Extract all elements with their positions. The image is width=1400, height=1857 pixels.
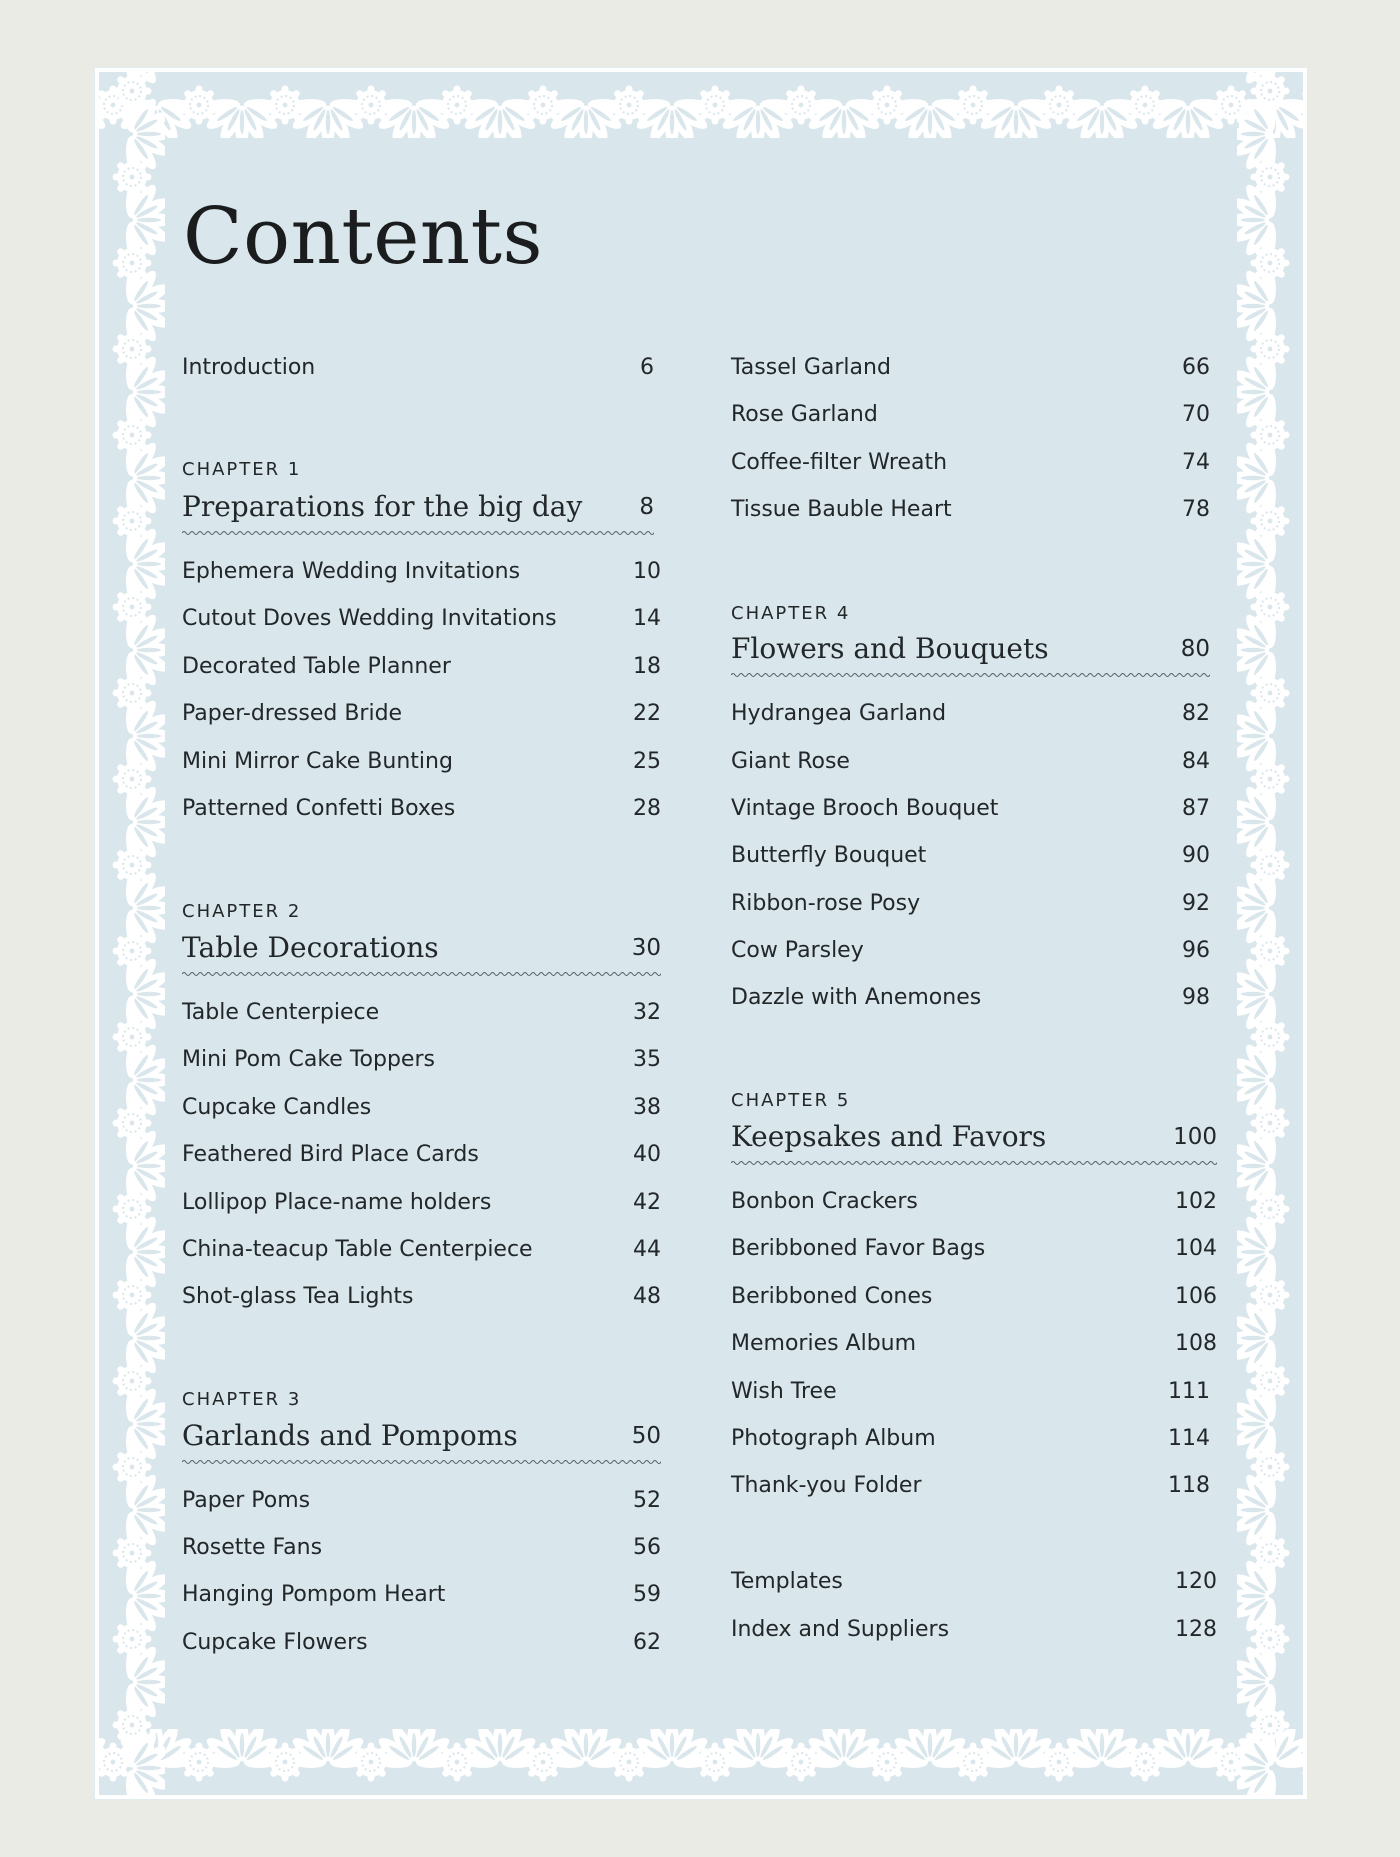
toc-entry-templates[interactable] [731, 1566, 1217, 1598]
entry-page: 118 [1168, 1473, 1210, 1498]
entry-page: 87 [1182, 796, 1210, 821]
toc-entry[interactable] [731, 1376, 1210, 1408]
toc-entry[interactable] [182, 997, 661, 1029]
entry-page: 111 [1168, 1379, 1210, 1404]
chapter-title: Flowers and Bouquets [731, 632, 1049, 665]
toc-entry[interactable] [182, 1627, 661, 1659]
entry-page: 82 [1182, 701, 1210, 726]
chapter-title: Preparations for the big day [182, 490, 583, 523]
entry-label: Dazzle with Anemones [731, 985, 982, 1010]
chapter-1-label: CHAPTER 1 [182, 459, 302, 480]
entry-label: Feathered Bird Place Cards [182, 1142, 479, 1167]
chapter-title: Table Decorations [182, 931, 439, 964]
chapter-3-heading[interactable] [182, 1416, 661, 1456]
wavy-divider [182, 530, 654, 536]
entry-label: Cow Parsley [731, 938, 864, 963]
entry-label: Hydrangea Garland [731, 701, 947, 726]
entry-label: Shot-glass Tea Lights [182, 1284, 414, 1309]
wavy-divider [182, 971, 661, 977]
entry-page: 106 [1175, 1284, 1217, 1309]
entry-page: 40 [633, 1142, 661, 1167]
toc-entry-index[interactable] [731, 1614, 1217, 1646]
entry-page: 102 [1175, 1189, 1217, 1214]
toc-entry[interactable] [731, 982, 1210, 1014]
entry-page: 114 [1168, 1426, 1210, 1451]
chapter-page: 80 [1180, 636, 1210, 662]
toc-entry[interactable] [731, 935, 1210, 967]
contents-page [95, 68, 1307, 1799]
entry-label: Decorated Table Planner [182, 654, 451, 679]
entry-page: 74 [1182, 450, 1210, 475]
entry-page: 78 [1182, 497, 1210, 522]
toc-entry[interactable] [182, 1234, 661, 1266]
entry-label: Rose Garland [731, 402, 878, 427]
entry-label: Mini Pom Cake Toppers [182, 1047, 435, 1072]
entry-label: Mini Mirror Cake Bunting [182, 749, 453, 774]
wavy-divider [731, 1160, 1217, 1166]
entry-page: 90 [1182, 843, 1210, 868]
toc-entry[interactable] [182, 603, 661, 635]
entry-page: 59 [633, 1582, 661, 1607]
wavy-divider [731, 672, 1210, 678]
entry-page: 56 [633, 1535, 661, 1560]
chapter-page: 100 [1173, 1124, 1217, 1150]
toc-entry[interactable] [182, 1485, 661, 1517]
toc-entry[interactable] [731, 494, 1210, 526]
chapter-1-heading[interactable] [182, 487, 654, 527]
entry-label: Wish Tree [731, 1379, 837, 1404]
entry-page: 66 [1182, 355, 1210, 380]
toc-entry[interactable] [731, 399, 1210, 431]
entry-label: Thank-you Folder [731, 1473, 922, 1498]
entry-label: Introduction [182, 355, 316, 380]
chapter-2-label: CHAPTER 2 [182, 901, 302, 922]
toc-entry[interactable] [731, 1233, 1217, 1265]
entry-page: 32 [633, 1000, 661, 1025]
chapter-page: 8 [639, 494, 654, 520]
entry-page: 84 [1182, 749, 1210, 774]
chapter-page: 30 [631, 935, 661, 961]
entry-label: Tissue Bauble Heart [731, 497, 952, 522]
entry-page: 70 [1182, 402, 1210, 427]
toc-entry[interactable] [731, 1186, 1217, 1218]
entry-label: Photograph Album [731, 1426, 936, 1451]
entry-page: 108 [1175, 1331, 1217, 1356]
chapter-5-heading[interactable] [731, 1117, 1217, 1157]
entry-page: 98 [1182, 985, 1210, 1010]
entry-page: 35 [633, 1047, 661, 1072]
chapter-3-label: CHAPTER 3 [182, 1389, 302, 1410]
entry-page: 10 [633, 559, 661, 584]
entry-label: Giant Rose [731, 749, 850, 774]
entry-page: 18 [633, 654, 661, 679]
toc-entry[interactable] [731, 793, 1210, 825]
entry-label: Patterned Confetti Boxes [182, 796, 456, 821]
toc-entry[interactable] [731, 1470, 1210, 1502]
entry-label: Bonbon Crackers [731, 1189, 918, 1214]
wavy-divider [182, 1459, 661, 1465]
toc-entry[interactable] [731, 447, 1210, 479]
entry-page: 6 [640, 355, 654, 380]
entry-page: 92 [1182, 891, 1210, 916]
toc-entry[interactable] [182, 651, 661, 683]
entry-label: Templates [731, 1569, 843, 1594]
entry-page: 25 [633, 749, 661, 774]
toc-entry[interactable] [731, 840, 1210, 872]
chapter-title: Keepsakes and Favors [731, 1120, 1047, 1153]
entry-page: 120 [1175, 1569, 1217, 1594]
entry-label: Ribbon-rose Posy [731, 891, 921, 916]
entry-label: Paper-dressed Bride [182, 701, 403, 726]
entry-label: Hanging Pompom Heart [182, 1582, 446, 1607]
toc-entry[interactable] [182, 1044, 661, 1076]
entry-label: Tassel Garland [731, 355, 891, 380]
entry-label: Butterfly Bouquet [731, 843, 927, 868]
entry-page: 128 [1175, 1617, 1217, 1642]
toc-entry[interactable] [731, 1423, 1210, 1455]
chapter-4-label: CHAPTER 4 [731, 603, 851, 624]
entry-label: Vintage Brooch Bouquet [731, 796, 999, 821]
toc-entry[interactable] [731, 888, 1210, 920]
entry-page: 22 [633, 701, 661, 726]
entry-page: 42 [633, 1190, 661, 1215]
entry-label: Memories Album [731, 1331, 917, 1356]
chapter-5-label: CHAPTER 5 [731, 1090, 851, 1111]
entry-label: Rosette Fans [182, 1535, 323, 1560]
entry-label: Table Centerpiece [182, 1000, 380, 1025]
entry-label: Beribboned Favor Bags [731, 1236, 986, 1261]
page-title: Contents [183, 192, 543, 282]
entry-page: 104 [1175, 1236, 1217, 1261]
entry-label: Ephemera Wedding Invitations [182, 559, 521, 584]
toc-entry[interactable] [182, 793, 661, 825]
entry-page: 44 [633, 1237, 661, 1262]
entry-page: 28 [633, 796, 661, 821]
toc-entry[interactable] [731, 1328, 1217, 1360]
toc-entry[interactable] [182, 1579, 661, 1611]
toc-entry[interactable] [731, 698, 1210, 730]
entry-page: 96 [1182, 938, 1210, 963]
entry-label: Cupcake Candles [182, 1095, 372, 1120]
entry-label: Index and Suppliers [731, 1617, 950, 1642]
toc-entry[interactable] [731, 1281, 1217, 1313]
toc-entry[interactable] [182, 1092, 661, 1124]
chapter-2-heading[interactable] [182, 928, 661, 968]
entry-label: Lollipop Place-name holders [182, 1190, 492, 1215]
chapter-4-heading[interactable] [731, 629, 1210, 669]
entry-label: Coffee-filter Wreath [731, 450, 948, 475]
entry-page: 52 [633, 1488, 661, 1513]
entry-page: 38 [633, 1095, 661, 1120]
entry-label: Cutout Doves Wedding Invitations [182, 606, 557, 631]
entry-label: China-teacup Table Centerpiece [182, 1237, 533, 1262]
entry-label: Paper Poms [182, 1488, 311, 1513]
chapter-page: 50 [631, 1423, 661, 1449]
entry-page: 14 [633, 606, 661, 631]
entry-page: 62 [633, 1630, 661, 1655]
toc-entry[interactable] [182, 1532, 661, 1564]
toc-entry[interactable] [182, 556, 661, 588]
toc-entry[interactable] [182, 746, 661, 778]
toc-entry[interactable] [182, 1281, 661, 1313]
toc-entry[interactable] [182, 698, 661, 730]
entry-label: Beribboned Cones [731, 1284, 933, 1309]
toc-entry[interactable] [731, 746, 1210, 778]
toc-entry[interactable] [182, 1139, 661, 1171]
toc-entry-introduction[interactable] [182, 352, 654, 384]
entry-page: 48 [633, 1284, 661, 1309]
toc-entry[interactable] [731, 352, 1210, 384]
entry-label: Cupcake Flowers [182, 1630, 368, 1655]
toc-entry[interactable] [182, 1187, 661, 1219]
chapter-title: Garlands and Pompoms [182, 1419, 518, 1452]
